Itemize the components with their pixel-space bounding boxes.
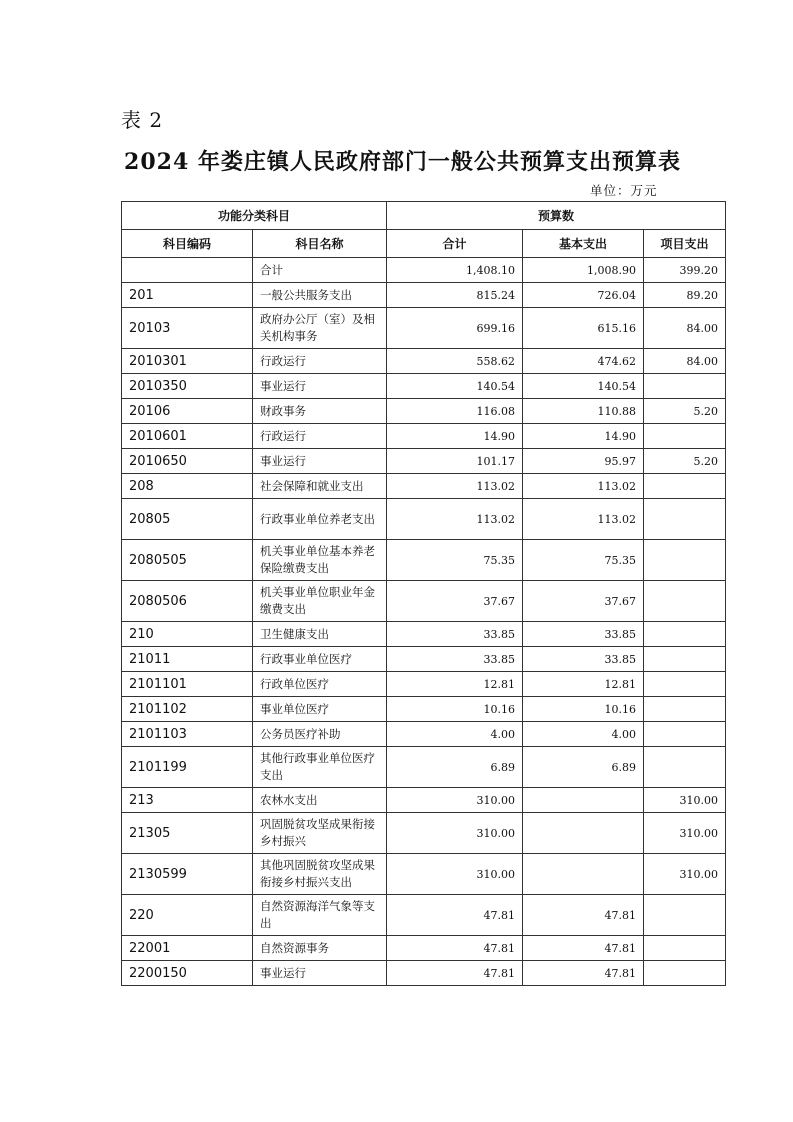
total-amount-cell: 6.89 (387, 747, 523, 788)
subject-name-cell: 事业单位医疗 (253, 697, 387, 722)
total-amount-cell: 101.17 (387, 449, 523, 474)
project-expenditure-cell (644, 424, 726, 449)
basic-expenditure-cell: 1,008.90 (523, 258, 644, 283)
unit-label: 单位：万元 (590, 183, 658, 198)
project-expenditure-cell (644, 895, 726, 936)
subject-code-cell: 210 (122, 622, 253, 647)
project-expenditure-cell: 5.20 (644, 449, 726, 474)
subject-name-cell: 行政事业单位医疗 (253, 647, 387, 672)
subject-name-cell: 事业运行 (253, 374, 387, 399)
table-row (122, 788, 726, 813)
subject-code-cell (122, 258, 253, 283)
subject-name-cell: 农林水支出 (253, 788, 387, 813)
basic-expenditure-cell: 113.02 (523, 474, 644, 499)
subject-code-cell: 20805 (122, 499, 253, 540)
subject-code-cell: 2080505 (122, 540, 253, 581)
header-name: 科目名称 (253, 230, 387, 258)
project-expenditure-cell (644, 747, 726, 788)
total-amount-cell: 37.67 (387, 581, 523, 622)
subject-name-cell: 公务员医疗补助 (253, 722, 387, 747)
subject-code-cell: 2101103 (122, 722, 253, 747)
total-amount-cell: 47.81 (387, 961, 523, 986)
table-row (122, 474, 726, 499)
basic-expenditure-cell: 95.97 (523, 449, 644, 474)
table-row (122, 813, 726, 854)
subject-code-cell: 21011 (122, 647, 253, 672)
total-amount-cell: 310.00 (387, 788, 523, 813)
basic-expenditure-cell: 47.81 (523, 961, 644, 986)
table-row (122, 349, 726, 374)
subject-code-cell: 2080506 (122, 581, 253, 622)
subject-name-cell: 行政运行 (253, 424, 387, 449)
basic-expenditure-cell: 37.67 (523, 581, 644, 622)
table-row (122, 747, 726, 788)
subject-name-cell: 事业运行 (253, 449, 387, 474)
subject-code-cell: 2010350 (122, 374, 253, 399)
subject-name-cell: 巩固脱贫攻坚成果衔接乡村振兴 (253, 813, 387, 854)
basic-expenditure-cell: 615.16 (523, 308, 644, 349)
subject-code-cell: 2010301 (122, 349, 253, 374)
subject-code-cell: 20106 (122, 399, 253, 424)
subject-name-cell: 机关事业单位职业年金缴费支出 (253, 581, 387, 622)
basic-expenditure-cell: 726.04 (523, 283, 644, 308)
total-amount-cell: 113.02 (387, 474, 523, 499)
project-expenditure-cell (644, 936, 726, 961)
total-amount-cell: 10.16 (387, 697, 523, 722)
subject-code-cell: 22001 (122, 936, 253, 961)
project-expenditure-cell (644, 722, 726, 747)
total-amount-cell: 33.85 (387, 647, 523, 672)
total-amount-cell: 75.35 (387, 540, 523, 581)
subject-name-cell: 行政单位医疗 (253, 672, 387, 697)
basic-expenditure-cell: 113.02 (523, 499, 644, 540)
subject-name-cell: 一般公共服务支出 (253, 283, 387, 308)
subject-code-cell: 201 (122, 283, 253, 308)
header-code: 科目编码 (122, 230, 253, 258)
basic-expenditure-cell: 6.89 (523, 747, 644, 788)
subject-name-cell: 行政事业单位养老支出 (253, 499, 387, 540)
subject-name-cell: 事业运行 (253, 961, 387, 986)
document-title: 2024 年娄庄镇人民政府部门一般公共预算支出预算表 (124, 149, 681, 175)
subject-code-cell: 2200150 (122, 961, 253, 986)
table-row (122, 936, 726, 961)
table-row (122, 961, 726, 986)
subject-name-cell: 合计 (253, 258, 387, 283)
subject-code-cell: 208 (122, 474, 253, 499)
subject-code-cell: 2101199 (122, 747, 253, 788)
subject-name-cell: 自然资源海洋气象等支出 (253, 895, 387, 936)
table-row (122, 722, 726, 747)
table-row (122, 424, 726, 449)
subject-code-cell: 220 (122, 895, 253, 936)
total-amount-cell: 4.00 (387, 722, 523, 747)
basic-expenditure-cell (523, 788, 644, 813)
table-row (122, 449, 726, 474)
header-basic: 基本支出 (523, 230, 644, 258)
basic-expenditure-cell: 140.54 (523, 374, 644, 399)
project-expenditure-cell (644, 540, 726, 581)
subject-name-cell: 其他行政事业单位医疗支出 (253, 747, 387, 788)
project-expenditure-cell (644, 474, 726, 499)
total-amount-cell: 815.24 (387, 283, 523, 308)
basic-expenditure-cell: 474.62 (523, 349, 644, 374)
basic-expenditure-cell: 33.85 (523, 647, 644, 672)
subject-name-cell: 自然资源事务 (253, 936, 387, 961)
total-amount-cell: 47.81 (387, 936, 523, 961)
subject-name-cell: 政府办公厅（室）及相关机构事务 (253, 308, 387, 349)
subject-code-cell: 2010650 (122, 449, 253, 474)
project-expenditure-cell: 399.20 (644, 258, 726, 283)
table-row (122, 540, 726, 581)
basic-expenditure-cell: 75.35 (523, 540, 644, 581)
total-amount-cell: 14.90 (387, 424, 523, 449)
project-expenditure-cell (644, 647, 726, 672)
total-amount-cell: 12.81 (387, 672, 523, 697)
total-amount-cell: 1,408.10 (387, 258, 523, 283)
basic-expenditure-cell: 12.81 (523, 672, 644, 697)
subject-code-cell: 21305 (122, 813, 253, 854)
project-expenditure-cell: 89.20 (644, 283, 726, 308)
project-expenditure-cell (644, 697, 726, 722)
project-expenditure-cell (644, 374, 726, 399)
subject-name-cell: 社会保障和就业支出 (253, 474, 387, 499)
project-expenditure-cell (644, 581, 726, 622)
header-functional-category: 功能分类科目 (122, 202, 387, 230)
basic-expenditure-cell: 33.85 (523, 622, 644, 647)
basic-expenditure-cell: 47.81 (523, 895, 644, 936)
budget-table (121, 201, 726, 986)
project-expenditure-cell (644, 961, 726, 986)
table-number-label: 表 2 (121, 108, 164, 132)
subject-code-cell: 2130599 (122, 854, 253, 895)
header-column-row (122, 230, 726, 258)
subject-code-cell: 2010601 (122, 424, 253, 449)
total-amount-cell: 699.16 (387, 308, 523, 349)
table-row (122, 399, 726, 424)
subject-code-cell: 213 (122, 788, 253, 813)
subject-name-cell: 机关事业单位基本养老保险缴费支出 (253, 540, 387, 581)
project-expenditure-cell (644, 672, 726, 697)
project-expenditure-cell: 310.00 (644, 854, 726, 895)
table-row (122, 647, 726, 672)
table-row (122, 283, 726, 308)
header-total: 合计 (387, 230, 523, 258)
table-row (122, 672, 726, 697)
subject-code-cell: 2101101 (122, 672, 253, 697)
subject-name-cell: 卫生健康支出 (253, 622, 387, 647)
subject-name-cell: 行政运行 (253, 349, 387, 374)
table-row (122, 258, 726, 283)
basic-expenditure-cell: 110.88 (523, 399, 644, 424)
project-expenditure-cell: 310.00 (644, 788, 726, 813)
table-row (122, 499, 726, 540)
header-budget-amount: 预算数 (387, 202, 726, 230)
total-amount-cell: 113.02 (387, 499, 523, 540)
project-expenditure-cell: 5.20 (644, 399, 726, 424)
table-row (122, 374, 726, 399)
table-row (122, 697, 726, 722)
total-amount-cell: 310.00 (387, 813, 523, 854)
table-body (122, 258, 726, 986)
total-amount-cell: 116.08 (387, 399, 523, 424)
project-expenditure-cell (644, 499, 726, 540)
table-row (122, 854, 726, 895)
project-expenditure-cell: 84.00 (644, 308, 726, 349)
basic-expenditure-cell (523, 813, 644, 854)
header-group-row (122, 202, 726, 230)
subject-name-cell: 其他巩固脱贫攻坚成果衔接乡村振兴支出 (253, 854, 387, 895)
subject-name-cell: 财政事务 (253, 399, 387, 424)
subject-code-cell: 2101102 (122, 697, 253, 722)
project-expenditure-cell: 84.00 (644, 349, 726, 374)
basic-expenditure-cell: 14.90 (523, 424, 644, 449)
table-row (122, 581, 726, 622)
total-amount-cell: 47.81 (387, 895, 523, 936)
basic-expenditure-cell: 4.00 (523, 722, 644, 747)
total-amount-cell: 140.54 (387, 374, 523, 399)
basic-expenditure-cell: 47.81 (523, 936, 644, 961)
basic-expenditure-cell (523, 854, 644, 895)
subject-code-cell: 20103 (122, 308, 253, 349)
table-row (122, 622, 726, 647)
header-project: 项目支出 (644, 230, 726, 258)
table-row (122, 895, 726, 936)
total-amount-cell: 33.85 (387, 622, 523, 647)
project-expenditure-cell (644, 622, 726, 647)
project-expenditure-cell: 310.00 (644, 813, 726, 854)
table-row (122, 308, 726, 349)
basic-expenditure-cell: 10.16 (523, 697, 644, 722)
total-amount-cell: 310.00 (387, 854, 523, 895)
total-amount-cell: 558.62 (387, 349, 523, 374)
